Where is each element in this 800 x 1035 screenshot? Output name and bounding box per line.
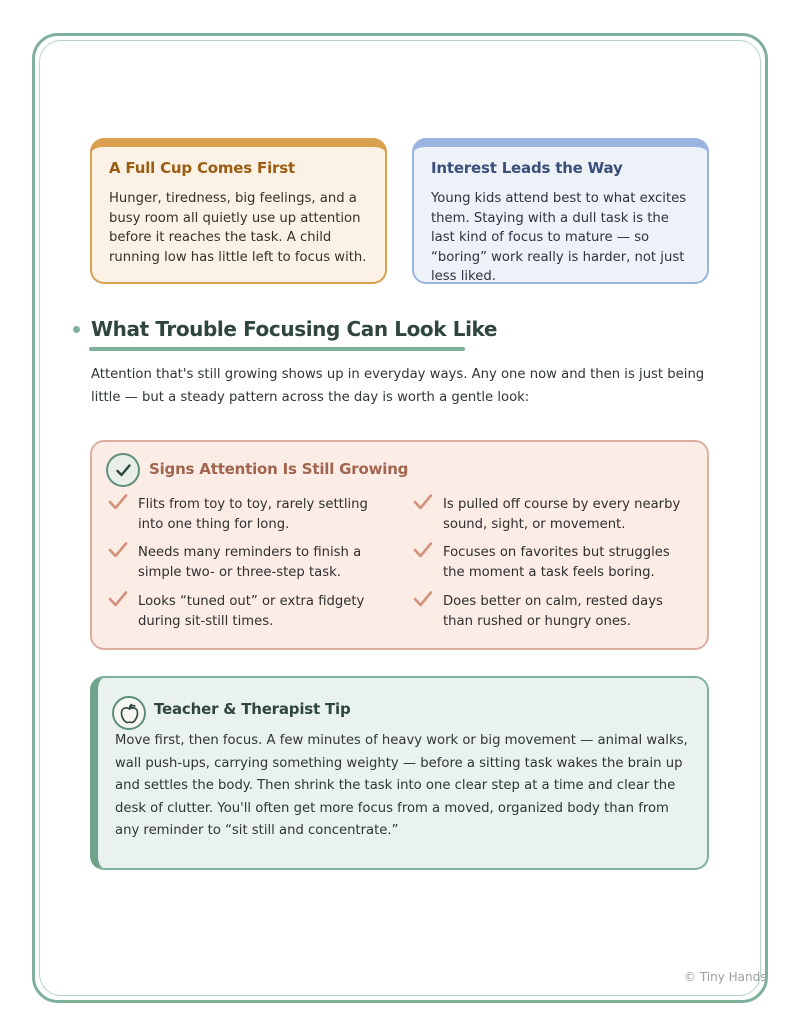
full-cup-card-body: Hunger, tiredness, big feelings, and a busy room all quietly use up attention before it reaches the task. A child running low has little left to focus with. xyxy=(109,191,367,265)
check-icon xyxy=(413,541,433,559)
sign-item-text: Does better on calm, rested days than rushed or hungry ones. xyxy=(443,594,663,629)
full-cup-card-title: A Full Cup Comes First xyxy=(109,159,295,177)
check-icon xyxy=(108,590,128,608)
section-title: What Trouble Focusing Can Look Like xyxy=(91,317,498,341)
sign-item-text: Looks “tuned out” or extra fidgety during sit-still times. xyxy=(138,594,365,629)
interest-card xyxy=(412,138,709,284)
full-cup-card xyxy=(90,138,387,284)
signs-title: Signs Attention Is Still Growing xyxy=(149,460,409,478)
sign-item-text: Focuses on favorites but struggles the moment a task feels boring. xyxy=(443,545,670,580)
interest-card-body: Young kids attend best to what excites them. Staying with a dull task is the last kind of focus to mature — so “boring” work really is harder, not just less liked. xyxy=(431,191,687,285)
section-intro: Attention that's still growing shows up in everyday ways. Any one now and then is just being little — but a steady pattern across the day is worth a gentle look: xyxy=(91,367,705,405)
check-circle-icon xyxy=(106,453,140,487)
interest-card-title: Interest Leads the Way xyxy=(431,159,623,177)
tip-title: Teacher & Therapist Tip xyxy=(154,700,351,718)
check-icon xyxy=(413,590,433,608)
section-underline xyxy=(89,347,465,351)
apple-icon xyxy=(112,696,146,730)
tip-body: Move first, then focus. A few minutes of heavy work or big movement — animal walks, wall push-ups, carrying something weighty — before a sitting task wakes the brain up and settles the body. Then shrink the task into one clear step at a time and clear the desk of clutter. You'll often get more focus from a moved, organized body than from any reminder to “sit still and concentrate.” xyxy=(115,733,688,838)
sign-item-text: Is pulled off course by every nearby sound, sight, or movement. xyxy=(443,497,681,532)
check-icon xyxy=(108,493,128,511)
sign-item-text: Flits from toy to toy, rarely settling into one thing for long. xyxy=(138,497,368,532)
copyright-footer: © Tiny Hands xyxy=(684,970,767,984)
check-icon xyxy=(108,541,128,559)
section-bullet-icon xyxy=(73,326,80,333)
check-icon xyxy=(413,493,433,511)
sign-item-text: Needs many reminders to finish a simple two- or three-step task. xyxy=(138,545,362,580)
